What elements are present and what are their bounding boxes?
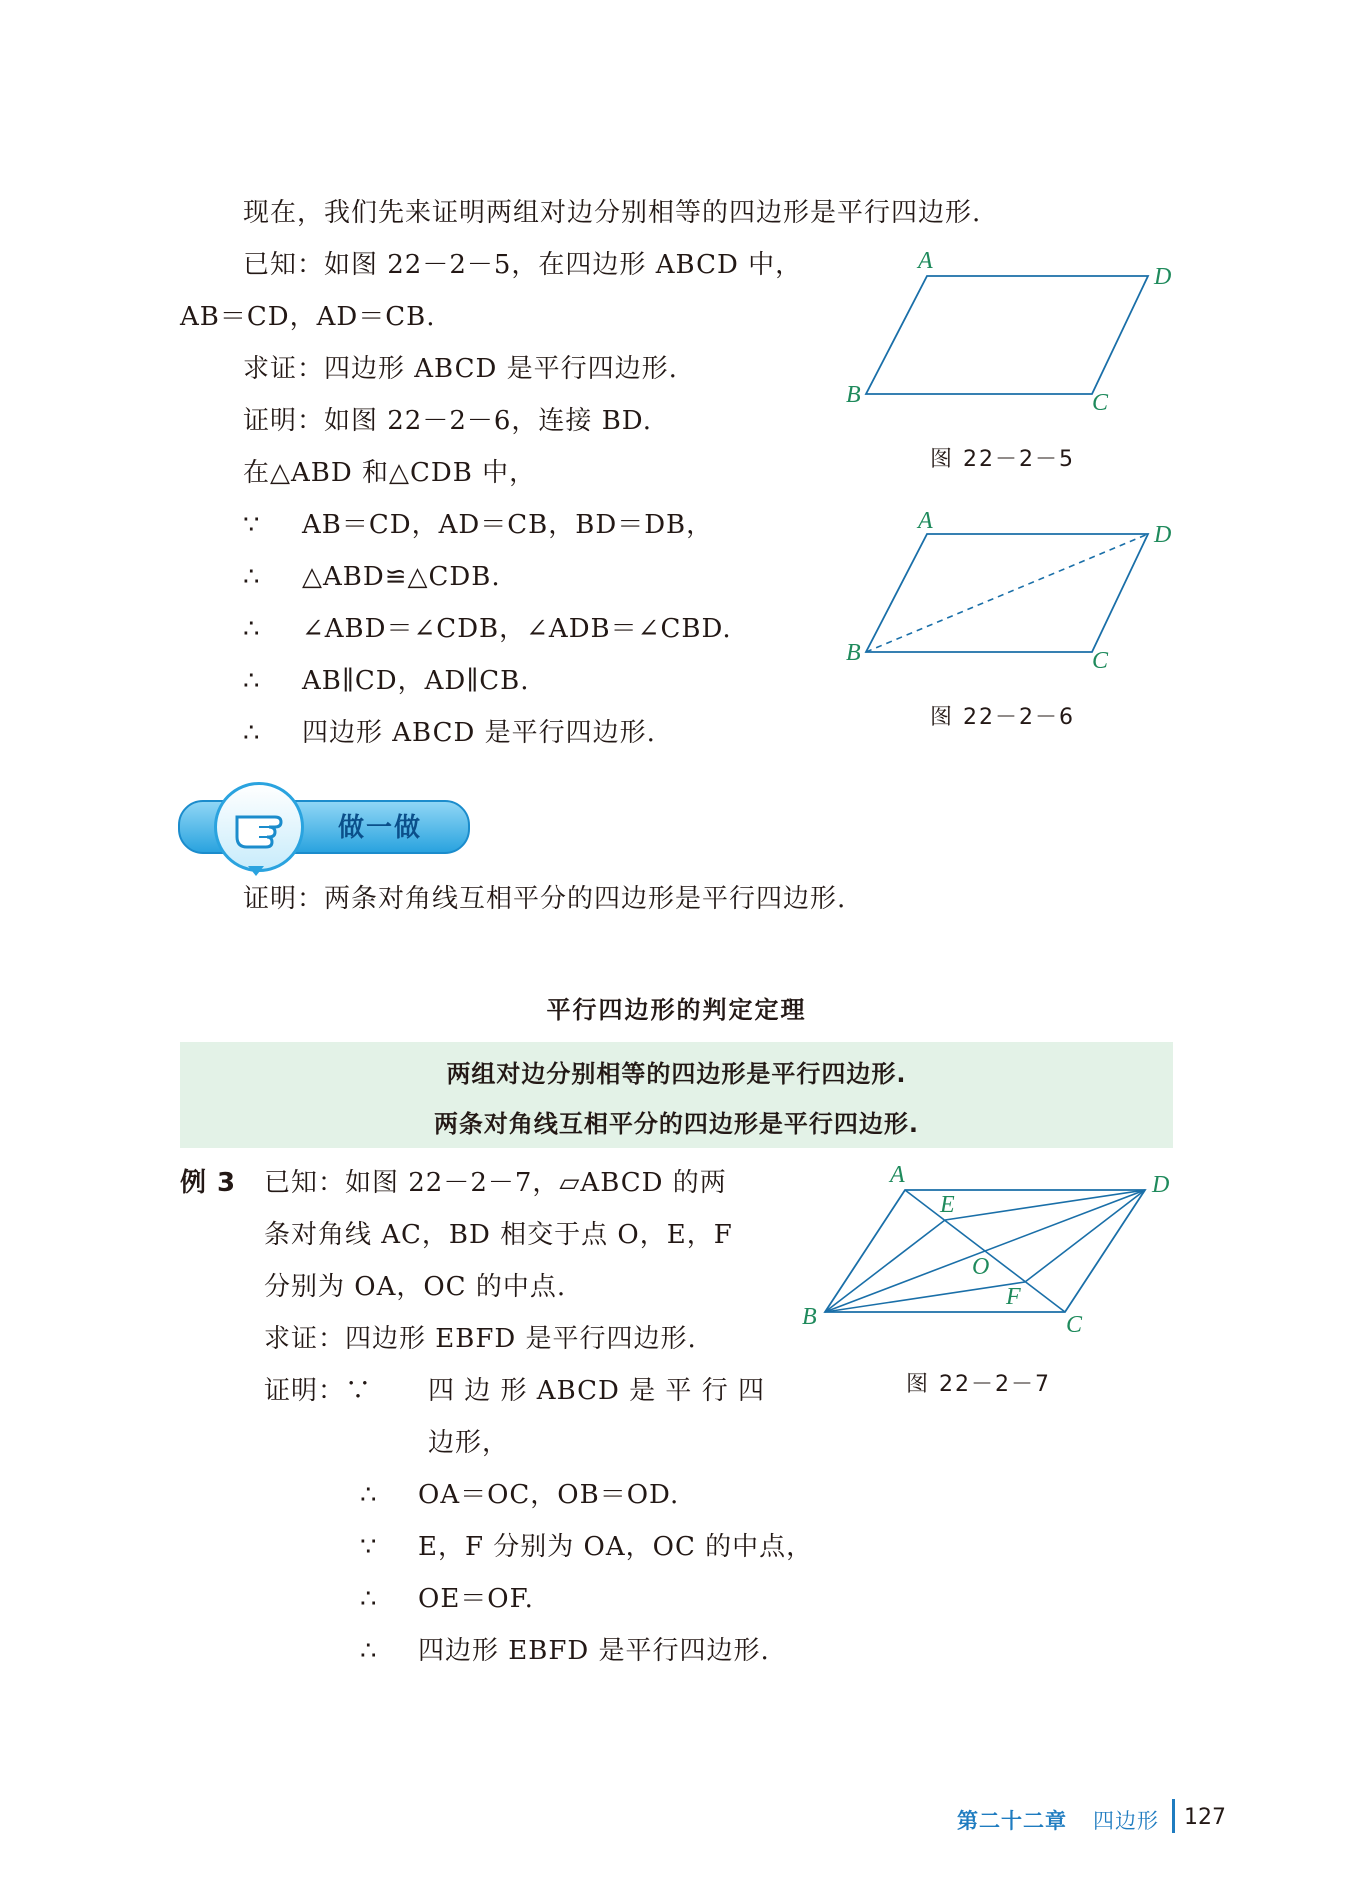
example-label: 例 3 bbox=[180, 1168, 237, 1198]
figure-caption: 图 22－2－5 bbox=[930, 447, 1075, 472]
example-given-line: 分别为 OA，OC 的中点. bbox=[264, 1272, 567, 1302]
point-label-c: C bbox=[1066, 1312, 1083, 1338]
triangle-line: 在△ABD 和△CDB 中， bbox=[243, 458, 537, 488]
point-label-a: A bbox=[918, 508, 933, 534]
given-line-2: AB＝CD，AD＝CB. bbox=[180, 302, 436, 332]
step-symbol: ∴ bbox=[243, 718, 260, 748]
segment-bf bbox=[825, 1282, 1025, 1312]
step-symbol: ∴ bbox=[243, 666, 260, 696]
point-label-e: E bbox=[940, 1192, 955, 1218]
point-label-b: B bbox=[846, 382, 861, 408]
footer-chapter: 第二十二章 bbox=[957, 1809, 1067, 1833]
step-text: ∠ABD＝∠CDB，∠ADB＝∠CBD. bbox=[302, 614, 732, 644]
figure-22-2-5 bbox=[830, 240, 1190, 416]
figure-caption: 图 22－2－6 bbox=[930, 705, 1075, 730]
example-given-line: 条对角线 AC，BD 相交于点 O，E，F bbox=[264, 1220, 733, 1250]
point-label-a: A bbox=[918, 248, 933, 274]
activity-label: 做一做 bbox=[338, 813, 423, 843]
figure-22-2-7 bbox=[800, 1160, 1200, 1340]
point-label-a: A bbox=[890, 1162, 905, 1188]
given-line-1: 已知：如图 22－2－5，在四边形 ABCD 中， bbox=[243, 250, 803, 280]
diagonal-bd bbox=[866, 534, 1148, 652]
hand-icon bbox=[217, 785, 301, 869]
example-proof-first: 四 边 形 ABCD 是 平 行 四 bbox=[428, 1376, 765, 1406]
chevron-down-icon bbox=[246, 864, 266, 878]
step-text: OA＝OC，OB＝OD. bbox=[418, 1480, 680, 1510]
step-text: E，F 分别为 OA，OC 的中点， bbox=[418, 1532, 814, 1562]
activity-text: 证明：两条对角线互相平分的四边形是平行四边形. bbox=[243, 884, 847, 914]
step-text: 四边形 ABCD 是平行四边形. bbox=[302, 718, 656, 748]
segment-df bbox=[1025, 1190, 1145, 1282]
segment-de bbox=[945, 1190, 1145, 1220]
point-label-f: F bbox=[1006, 1284, 1021, 1310]
example-proof-first-b: 边形， bbox=[428, 1428, 510, 1458]
step-symbol: ∵ bbox=[243, 510, 260, 540]
proof-line: 证明：如图 22－2－6，连接 BD. bbox=[243, 406, 652, 436]
example-proof-label: 证明：∵ bbox=[264, 1376, 373, 1406]
point-label-b: B bbox=[846, 640, 861, 666]
step-symbol: ∵ bbox=[360, 1532, 377, 1562]
activity-badge bbox=[178, 782, 470, 878]
point-label-d: D bbox=[1154, 522, 1172, 548]
step-text: AB∥CD，AD∥CB. bbox=[302, 666, 530, 696]
step-symbol: ∴ bbox=[243, 562, 260, 592]
theorem-line: 两组对边分别相等的四边形是平行四边形. bbox=[446, 1060, 907, 1088]
badge-circle bbox=[214, 782, 304, 872]
point-label-c: C bbox=[1092, 390, 1109, 416]
segment-be bbox=[825, 1220, 945, 1312]
parallelogram-abcd bbox=[866, 276, 1148, 394]
step-symbol: ∴ bbox=[360, 1480, 377, 1510]
figure-22-2-6 bbox=[830, 500, 1190, 674]
prove-line: 求证：四边形 ABCD 是平行四边形. bbox=[243, 354, 678, 384]
example-prove-line: 求证：四边形 EBFD 是平行四边形. bbox=[264, 1324, 697, 1354]
theorem-box bbox=[180, 1042, 1173, 1148]
point-label-o: O bbox=[972, 1254, 990, 1280]
theorem-line: 两条对角线互相平分的四边形是平行四边形. bbox=[433, 1110, 920, 1138]
step-text: OE＝OF. bbox=[418, 1584, 534, 1614]
page-number: 127 bbox=[1184, 1805, 1226, 1830]
step-symbol: ∴ bbox=[243, 614, 260, 644]
point-label-d: D bbox=[1154, 264, 1172, 290]
diagonal-bd bbox=[825, 1190, 1145, 1312]
step-text: △ABD≌△CDB. bbox=[302, 562, 501, 592]
footer-divider bbox=[1172, 1799, 1175, 1833]
footer-section: 四边形 bbox=[1093, 1809, 1159, 1833]
step-symbol: ∴ bbox=[360, 1584, 377, 1614]
point-label-d: D bbox=[1152, 1172, 1170, 1198]
point-label-b: B bbox=[802, 1304, 817, 1330]
step-text: AB＝CD，AD＝CB，BD＝DB， bbox=[302, 510, 714, 540]
theorem-title: 平行四边形的判定定理 bbox=[546, 996, 807, 1024]
point-label-c: C bbox=[1092, 648, 1109, 674]
intro-text: 现在，我们先来证明两组对边分别相等的四边形是平行四边形. bbox=[243, 198, 982, 228]
example-given-line: 已知：如图 22－2－7，▱ABCD 的两 bbox=[264, 1168, 727, 1198]
step-text: 四边形 EBFD 是平行四边形. bbox=[418, 1636, 770, 1666]
step-symbol: ∴ bbox=[360, 1636, 377, 1666]
figure-caption: 图 22－2－7 bbox=[906, 1372, 1051, 1397]
